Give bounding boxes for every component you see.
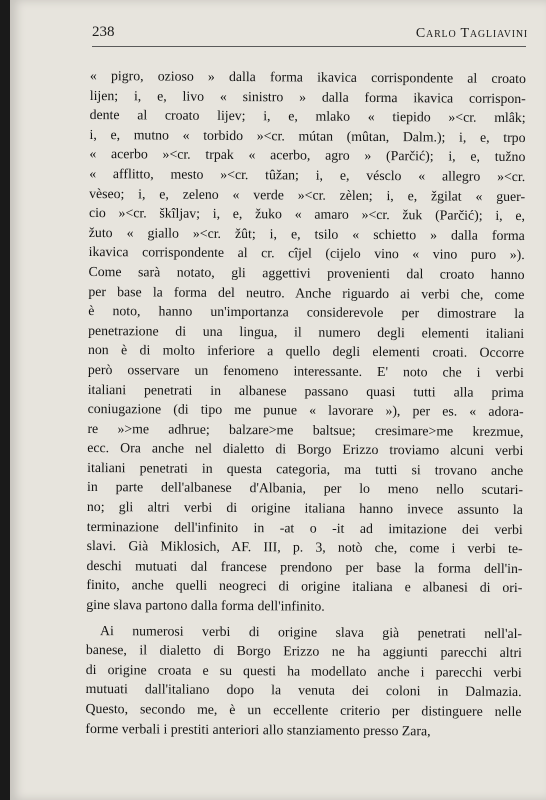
text-line: vèseo; i, e, zeleno « verde »<cr. zèlen; i, e, žgilat « guer- — [89, 185, 526, 204]
text-line: ecc. Ora anche nel dialetto di Borgo Erizzo troviamo alcuni verbi — [87, 440, 524, 459]
text-line: re »>me adhrue; balzare>me baltsue; cresimare>me krezmue, — [87, 420, 524, 439]
book-page — [10, 0, 546, 800]
text-line: terminazione dell'infinito in -at o -it ad imitazione dei verbi — [86, 518, 523, 537]
text-line: per base la forma del neutro. Anche riguardo ai verbi che, come — [88, 283, 525, 302]
text-line: gine slava partono dalla forma dell'infinito. — [86, 597, 325, 614]
text-line: ikavica corrispondente al cr. cîjel (cijelo vino « vino puro »). — [88, 244, 525, 263]
text-line: « acerbo »<cr. trpak « acerbo, agro » (Parčić); i, e, tužno — [89, 146, 526, 165]
text-line: però osservare un fenomeno interessante. E' noto che i verbi — [87, 361, 524, 380]
text-line: italiani penetrati in questa categoria, ma tutti si trovano anche — [87, 459, 524, 478]
text-line: penetrazione di una lingua, il numero degli elementi italiani — [88, 322, 525, 341]
text-line: lijen; i, e, livo « sinistro » dalla forma ikavica corrispon- — [89, 87, 526, 106]
paragraph — [86, 66, 526, 618]
text-line: Ai numerosi verbi di origine slava già penetrati nell'al- — [100, 622, 523, 641]
body-text — [85, 66, 526, 741]
header-rule — [92, 46, 526, 47]
text-line: deschi mutuati dal francese prendono per base la forma dell'in- — [86, 557, 523, 576]
text-line: slavi. Già Miklosich, AF. III, p. 3, notò che, come i verbi te- — [86, 538, 523, 557]
text-line: banese, il dialetto di Borgo Erizzo ne ha aggiunti parecchi altri — [85, 642, 522, 661]
text-line: no; gli altri verbi di origine italiana hanno invece assunto la — [86, 499, 523, 518]
text-line: in parte dell'albanese d'Albania, per lo meno nello scutari- — [87, 479, 524, 498]
text-line: coniugazione (di tipo me punue « lavorare »), per es. « adora- — [87, 401, 524, 420]
text-line: cio »<cr. škîljav; i, e, žuko « amaro »<cr. žuk (Parčić); i, e, — [88, 205, 526, 224]
text-line: finito, anche quelli neogreci di origine italiana e albanesi di ori- — [86, 577, 523, 596]
text-line: forme verbali i prestiti anteriori allo stanziamento presso Zara, — [85, 720, 431, 738]
paragraph — [85, 621, 522, 742]
text-line: è noto, hanno un'importanza considerevole per dimostrare la — [88, 303, 525, 322]
text-line: Questo, secondo me, è un eccellente criterio per distinguere nelle — [85, 700, 522, 720]
text-line: « pigro, ozioso » dalla forma ikavica corrispondente al croato — [89, 67, 526, 87]
text-line: « afflitto, mesto »<cr. tûžan; i, e, vésclo « allegro »<cr. — [89, 165, 526, 185]
text-line: i, e, mutno « torbido »<cr. mútan (mûtan, Dalm.); i, e, trpo — [89, 126, 526, 145]
text-line: non è di molto inferiore a quello degli elementi croati. Occorre — [87, 342, 525, 361]
text-line: mutuati dall'italiano dopo la venuta dei coloni in Dalmazia. — [85, 681, 522, 700]
page-header — [92, 24, 528, 48]
page-number: 238 — [92, 24, 115, 40]
text-line: di origine croata e su questi ha modellato anche i parecchi verbi — [85, 661, 522, 680]
text-line: Come sarà notato, gli aggettivi provenienti dal croato hanno — [88, 263, 525, 282]
text-line: italiani penetrati in albanese passano quasi tutti alla prima — [87, 381, 524, 400]
text-line: žuto « giallo »<cr. žût; i, e, tsilo « schietto » dalla forma — [88, 224, 525, 243]
running-head: Carlo Tagliavini — [415, 26, 528, 41]
text-line: dente al croato lijev; i, e, mlako « tiepido »<cr. mlâk; — [89, 107, 526, 126]
